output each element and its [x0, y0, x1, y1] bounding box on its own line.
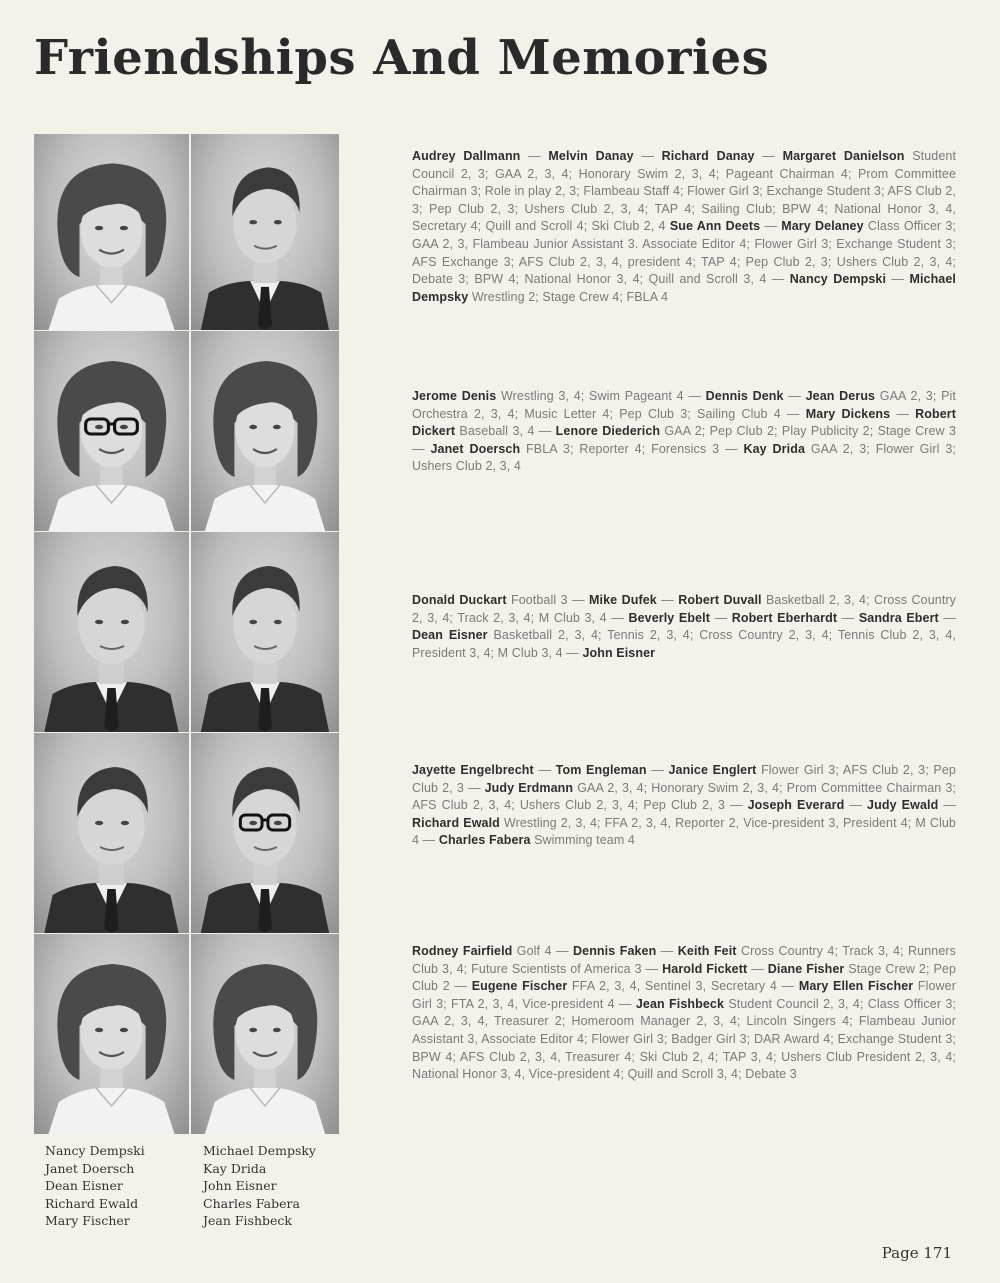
student-activities: —: [533, 763, 556, 777]
portrait-grid: [34, 134, 339, 1134]
caption-name: Charles Fabera: [203, 1195, 300, 1211]
student-name: Jayette Engelbrecht: [412, 763, 534, 777]
student-activities: FFA 2, 3, 4, Sentinel 3, Secretary 4 —: [567, 979, 799, 994]
student-portrait: [34, 331, 189, 531]
caption-name: Janet Doersch: [45, 1160, 135, 1176]
student-activities: —: [890, 406, 916, 421]
student-portrait: [191, 934, 339, 1134]
student-activities: Student Council 2, 3, 4; Class Officer 3; GAA 2, 3, 4, Treasurer 2; Homeroom Manager 2, 3, 4; Lincoln Singers 4; Flambeau Junior Assistant 3, Associate Editor 4; Flower Girl 3; Badger Girl 3; DAR Award 4; Exchange Student 3; BPW 4; AFS Club 2, 3, 4, Treasurer 4; Ski Club 2, 4; TAP 3, 4; Ushers Club President 2, 3, 4; National Honor 3, 4, Vice-president 4; Quill and Scroll 3, 4; Debate 3: [412, 996, 957, 1082]
student-name: Mike Dufek: [589, 593, 657, 607]
student-activities: Basketball 2, 3, 4; Tennis 2, 3, 4; Cross Country 2, 3, 4; Tennis Club 2, 3, 4, President 3, 4; M Club 3, 4 —: [412, 628, 956, 660]
student-name: Margaret Danielson: [782, 149, 905, 163]
student-name: Mary Dickens: [805, 406, 891, 421]
student-name: Dennis Denk: [705, 389, 784, 403]
student-name: Donald Duckart: [412, 593, 507, 607]
caption-name: Kay Drida: [203, 1160, 267, 1176]
student-name: John Eisner: [582, 645, 656, 660]
student-activities: Baseball 3, 4 —: [455, 424, 556, 439]
student-activities: —: [633, 149, 662, 163]
student-name: Judy Ewald: [867, 798, 939, 813]
student-activities: Student Council 2, 3; GAA 2, 3, 4; Honorary Swim 2, 3, 4; Pageant Chairman 4; Prom Committee Chairman 3; Role in play 2, 3; Flambeau Staff 4; Flower Girl 3; Exchange Student 3; AFS Club 2, 3; Pep Club 2, 3; Ushers Club 2, 3, 4; TAP 4; Sailing Club; BPW 4; National Honor 3, 4, Secretary 4; Quill and Scroll 4; Ski Club 2, 4: [412, 149, 957, 234]
student-activities: FBLA 3; Reporter 4; Forensics 3 —: [520, 441, 744, 456]
student-name: Dean Eisner: [412, 628, 488, 643]
student-activities: —: [844, 798, 868, 813]
bio-block-2: [412, 388, 956, 476]
student-name: Joseph Everard: [747, 798, 845, 813]
caption-name: Nancy Dempski: [45, 1143, 145, 1158]
student-name: Beverly Ebelt: [628, 610, 710, 625]
student-portrait: [191, 532, 339, 732]
student-activities: Swimming team 4: [530, 833, 635, 848]
bio-block-4: [412, 762, 956, 850]
student-activities: Wrestling 2, 3, 4; FFA 2, 3, 4, Reporter 2, Vice-president 3, President 4; M Club 4 —: [412, 815, 956, 848]
caption-name: Jean Fishbeck: [203, 1213, 292, 1229]
student-activities: Cross Country 4; Track 3, 4; Runners Club 3, 4; Future Scientists of America 3 —: [412, 944, 956, 976]
student-name: Rodney Fairfield: [412, 944, 513, 958]
student-activities: —: [837, 610, 859, 625]
photo-captions: [45, 1142, 345, 1230]
student-name: Charles Fabera: [438, 833, 531, 848]
student-name: Kay Drida: [743, 441, 805, 456]
student-portrait: [191, 134, 339, 330]
student-activities: —: [646, 763, 669, 777]
student-activities: —: [747, 961, 768, 976]
student-activities: Wrestling 3, 4; Swim Pageant 4 —: [496, 389, 706, 403]
student-activities: Class Officer 3; GAA 2, 3, Flambeau Junior Assistant 3. Associate Editor 4; Flower Girl 3; Exchange Student 3; AFS Exchange 3; AFS Club 2, 3, 4, president 4; TAP 4; Pep Club 2, 3; Ushers Club 2, 3, 4; Debate 3; BPW 4; National Honor 3, 4; Quill and Scroll 3, 4 —: [412, 219, 956, 287]
student-activities: —: [754, 149, 783, 163]
caption-name: John Eisner: [203, 1178, 277, 1194]
student-name: Janice Englert: [668, 763, 757, 777]
student-name: Mary Delaney: [781, 219, 864, 234]
student-activities: —: [886, 272, 910, 287]
student-activities: —: [656, 944, 678, 958]
student-activities: Stage Crew 2; Pep Club 2 —: [412, 961, 956, 994]
student-name: Mary Ellen Fischer: [798, 979, 914, 994]
bio-block-3: [412, 592, 956, 662]
page-title: Friendships And Memories: [34, 30, 770, 86]
student-portrait: [34, 532, 189, 732]
student-activities: Flower Girl 3; AFS Club 2, 3; Pep Club 2, 3 —: [412, 763, 956, 795]
student-name: Robert Dickert: [412, 406, 957, 439]
student-portrait: [191, 733, 339, 933]
student-portrait: [34, 934, 189, 1134]
student-name: Robert Duvall: [678, 593, 762, 607]
student-name: Melvin Danay: [548, 149, 634, 163]
caption-name: Dean Eisner: [45, 1178, 123, 1194]
student-activities: —: [709, 610, 732, 625]
student-activities: GAA 2, 3; Pit Orchestra 2, 3, 4; Music Letter 4; Pep Club 3; Sailing Club 4 —: [412, 389, 956, 421]
caption-name: Mary Fischer: [45, 1213, 130, 1229]
student-portrait: [34, 134, 189, 330]
student-activities: —: [760, 219, 782, 234]
caption-name: Richard Ewald: [45, 1195, 139, 1211]
bio-block-5: [412, 943, 956, 1084]
student-activities: GAA 2; Pep Club 2; Play Publicity 2; Stage Crew 3 —: [412, 424, 956, 456]
student-name: Keith Feit: [677, 944, 737, 958]
student-name: Sandra Ebert: [858, 610, 939, 625]
student-name: Dennis Faken: [573, 944, 657, 958]
student-name: Sue Ann Deets: [669, 219, 761, 234]
student-name: Judy Erdmann: [484, 780, 574, 795]
student-activities: —: [656, 593, 679, 607]
student-portrait: [34, 733, 189, 933]
caption-name: Michael Dempsky: [203, 1143, 316, 1158]
student-name: Jean Derus: [805, 389, 876, 403]
student-name: Eugene Fischer: [471, 979, 568, 994]
student-name: Jerome Denis: [412, 389, 497, 403]
student-activities: Flower Girl 3; FTA 2, 3, 4, Vice-president 4 —: [412, 979, 956, 1011]
student-name: Richard Ewald: [412, 815, 500, 830]
student-activities: GAA 2, 3, 4; Honorary Swim 2, 3, 4; Prom Committee Chairman 3; AFS Club 2, 3, 4; Ushers Club 2, 3, 4; Pep Club 2, 3 —: [412, 780, 957, 813]
student-name: Lenore Diederich: [555, 424, 661, 439]
student-activities: —: [938, 798, 956, 813]
student-name: Nancy Dempski: [789, 272, 887, 287]
student-name: Jean Fishbeck: [635, 996, 725, 1011]
student-name: Harold Fickett: [662, 961, 748, 976]
student-activities: GAA 2, 3; Flower Girl 3; Ushers Club 2, 3, 4: [412, 441, 956, 474]
student-name: Richard Danay: [661, 149, 755, 163]
bio-block-1: [412, 148, 956, 306]
student-name: Michael Dempsky: [412, 272, 956, 304]
student-name: Robert Eberhardt: [731, 610, 838, 625]
page-number: Page 171: [881, 1244, 952, 1262]
student-name: Diane Fisher: [767, 961, 845, 976]
student-activities: —: [783, 389, 806, 403]
student-name: Audrey Dallmann: [412, 149, 521, 163]
student-portrait: [191, 331, 339, 531]
student-activities: Basketball 2, 3, 4; Cross Country 2, 3, 4; Track 2, 3, 4; M Club 3, 4 —: [412, 593, 957, 625]
student-activities: Football 3 —: [506, 593, 590, 607]
student-activities: —: [520, 149, 549, 163]
student-name: Tom Engleman: [555, 763, 647, 777]
student-activities: Wrestling 2; Stage Crew 4; FBLA 4: [468, 289, 669, 304]
student-activities: Golf 4 —: [512, 944, 574, 958]
student-activities: —: [938, 610, 956, 625]
student-name: Janet Doersch: [430, 441, 521, 456]
